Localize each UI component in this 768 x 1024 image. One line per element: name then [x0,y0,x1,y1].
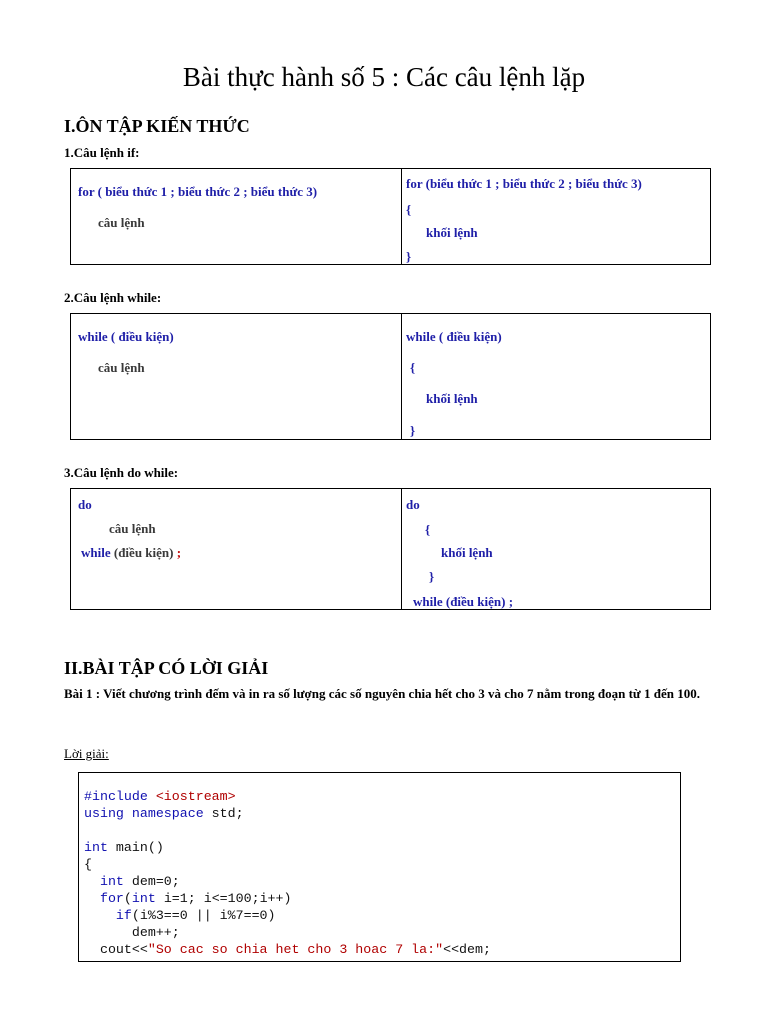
do-left-body: câu lệnh [109,521,156,536]
while-right-close-brace: } [410,423,416,438]
code-line-main [84,840,164,855]
while-keyword: while [81,545,111,560]
for-right-body: khối lệnh [426,225,478,240]
code-line-if [84,908,276,923]
page-title: Bài thực hành số 5 : Các câu lệnh lặp [182,62,586,92]
code-text: i=1; i<=100;i++) [155,891,292,906]
do-right-keyword: do [406,497,420,512]
while-syntax-table [70,313,711,440]
subheading-if: 1.Câu lệnh if: [64,145,140,160]
code-line-cout [84,942,491,957]
do-right-condition: while (điều kiện) ; [413,594,514,609]
do-right-open-brace: { [425,522,431,537]
code-text: dem=0; [123,874,180,889]
do-left-condition [81,545,181,561]
while-right-open-brace: { [410,360,416,375]
code-keyword: int [131,891,156,906]
subheading-do-while: 3.Câu lệnh do while: [64,465,179,480]
for-right-close-brace: } [406,249,412,264]
code-text: <<dem; [443,942,491,957]
code-text: ( [123,891,132,906]
do-while-syntax-table [70,488,711,610]
for-left-body: câu lệnh [98,215,145,230]
for-syntax-table [70,168,711,265]
code-text: main() [107,840,164,855]
subheading-while: 2.Câu lệnh while: [64,290,162,305]
code-keyword: using namespace [84,806,204,821]
section-heading-review: I.ÔN TẬP KIẾN THỨC [64,116,250,136]
for-left-header: for ( biểu thức 1 ; biểu thức 2 ; biểu thức 3) [78,184,318,199]
for-right-header: for (biểu thức 1 ; biểu thức 2 ; biểu thức 3) [406,176,642,191]
code-keyword: if [84,908,132,923]
while-left-header: while ( điều kiện) [78,329,174,344]
code-line-declare [84,874,180,889]
column-divider [401,489,402,609]
condition-text: (điều kiện) [110,545,174,560]
column-divider [401,169,402,264]
while-right-header: while ( điều kiện) [406,329,502,344]
code-keyword: for [84,891,124,906]
code-line-using [84,806,244,821]
code-keyword: int [84,874,124,889]
code-line-include [84,789,236,804]
code-text: std; [203,806,244,821]
while-right-body: khối lệnh [426,391,478,406]
do-right-close-brace: } [429,569,435,584]
code-keyword: #include [84,789,156,804]
code-text: cout<< [84,942,148,957]
column-divider [401,314,402,439]
do-right-body: khối lệnh [441,545,493,560]
code-line-increment: dem++; [84,925,180,940]
code-text: (i%3==0 || i%7==0) [131,908,276,923]
for-right-open-brace: { [406,202,412,217]
code-string: <iostream> [155,789,236,804]
code-line-open-brace: { [84,857,92,872]
while-left-body: câu lệnh [98,360,145,375]
exercise-1-text: Bài 1 : Viết chương trình đếm và in ra số lượng các số nguyên chia hết cho 3 và cho 7 nằm trong đoạn từ 1 đến 100. [64,686,700,701]
do-left-keyword: do [78,497,92,512]
semicolon: ; [173,545,182,560]
code-line-for [84,891,292,906]
code-keyword: int [84,840,108,855]
solution-label: Lời giải: [64,746,109,761]
code-string: "So cac so chia het cho 3 hoac 7 la:" [147,942,444,957]
section-heading-exercises: II.BÀI TẬP CÓ LỜI GIẢI [64,658,269,678]
